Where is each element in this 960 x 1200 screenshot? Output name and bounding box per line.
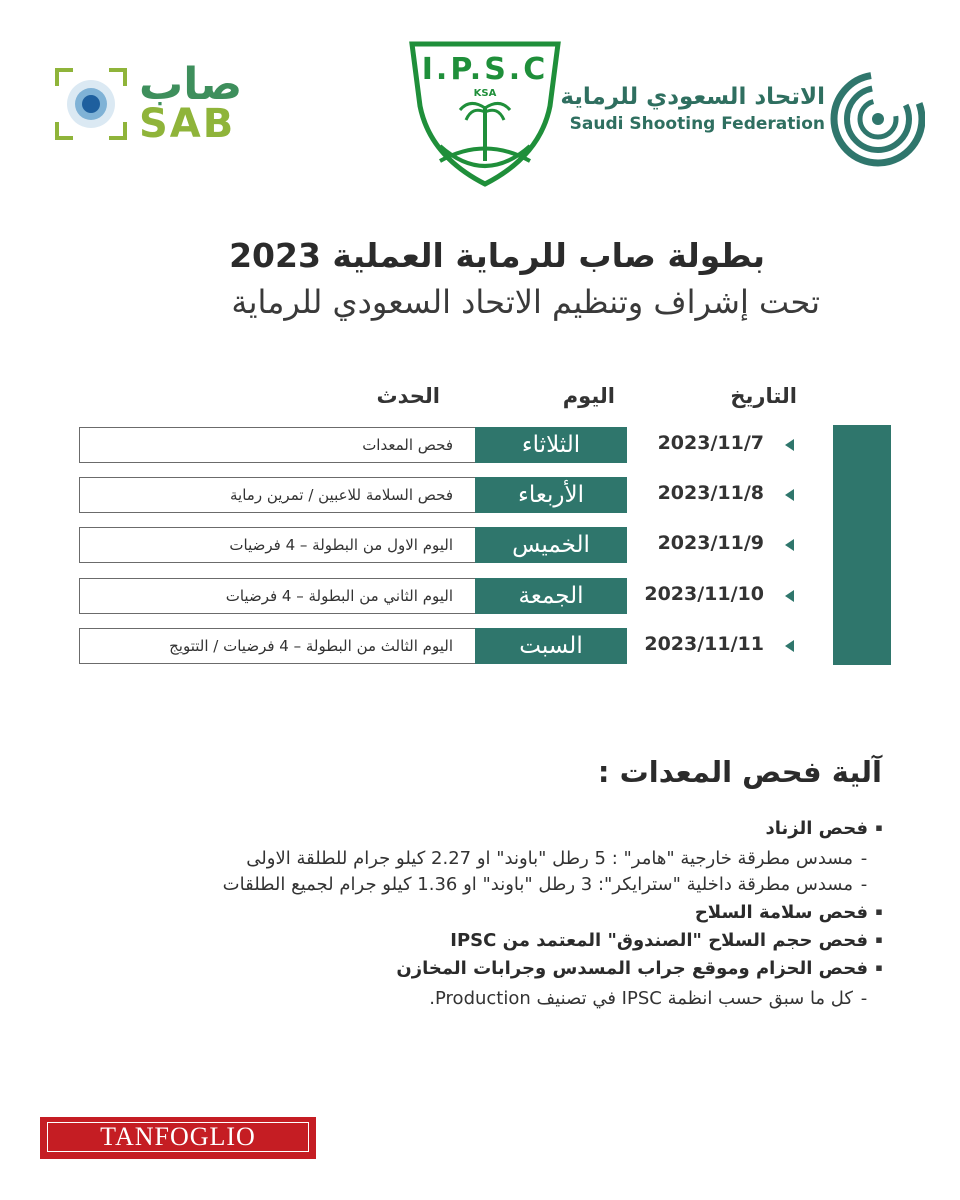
column-header-day: اليوم <box>562 384 615 408</box>
schedule-row <box>0 477 960 517</box>
dash-bullet-icon: - <box>860 848 868 869</box>
ipsc-ksa-label: KSA <box>473 88 497 99</box>
equipment-item-text: مسدس مطرقة داخلية "سترايكر": 3 رطل "باوند" او 1.36 كيلو جرام لجميع الطلقات <box>222 874 853 895</box>
arrow-left-icon <box>785 439 794 451</box>
equipment-item-text: فحص الزناد <box>765 818 868 839</box>
square-bullet-icon: ▪ <box>875 933 883 946</box>
equipment-item-text: كل ما سبق حسب انظمة IPSC في تصنيف Production. <box>429 988 853 1009</box>
schedule-row <box>0 527 960 567</box>
event-text: اليوم الاول من البطولة – 4 فرضيات <box>229 536 453 554</box>
arrow-left-icon <box>785 590 794 602</box>
date-text: 2023/11/7 <box>657 432 764 454</box>
event-text: اليوم الثاني من البطولة – 4 فرضيات <box>225 587 453 605</box>
day-cell: السبت <box>475 628 627 664</box>
schedule-row <box>0 427 960 467</box>
dash-bullet-icon: - <box>860 988 868 1009</box>
column-header-event: الحدث <box>376 384 440 408</box>
equipment-item-text: فحص الحزام وموقع جراب المسدس وجرابات المخازن <box>396 958 868 979</box>
arrow-left-icon <box>785 489 794 501</box>
ssf-target-icon <box>830 62 925 177</box>
day-cell: الأربعاء <box>475 477 627 513</box>
event-cell <box>79 578 475 614</box>
square-bullet-icon: ▪ <box>875 821 883 834</box>
equipment-item-text: فحص سلامة السلاح <box>694 902 868 923</box>
ipsc-ksa-logo <box>400 36 570 191</box>
event-text: فحص السلامة للاعبين / تمرين رماية <box>230 486 453 504</box>
schedule-row <box>0 628 960 668</box>
equipment-item-text: مسدس مطرقة خارجية "هامر" : 5 رطل "باوند" او 2.27 كيلو جرام للطلقة الاولى <box>246 848 853 869</box>
equipment-item-text: فحص حجم السلاح "الصندوق" المعتمد من IPSC <box>450 930 868 951</box>
sab-camera-icon <box>55 68 127 140</box>
date-text: 2023/11/11 <box>644 633 764 655</box>
sab-arabic-wordmark: صاب <box>139 59 243 110</box>
day-cell: الثلاثاء <box>475 427 627 463</box>
date-text: 2023/11/10 <box>644 583 764 605</box>
ssf-logo <box>560 62 925 177</box>
square-bullet-icon: ▪ <box>875 905 883 918</box>
tanfoglio-logo <box>40 1117 316 1159</box>
equipment-sub-item <box>223 874 875 895</box>
event-text: فحص المعدات <box>362 436 453 454</box>
day-cell: الجمعة <box>475 578 627 614</box>
equipment-bullet <box>695 902 890 923</box>
square-bullet-icon: ▪ <box>875 961 883 974</box>
event-cell <box>79 628 475 664</box>
event-cell <box>79 477 475 513</box>
equipment-bullet <box>396 958 890 979</box>
sab-latin-wordmark: SAB <box>139 101 236 147</box>
equipment-check-heading: آلية فحص المعدات : <box>597 755 882 789</box>
column-header-date: التاريخ <box>730 384 797 408</box>
arrow-left-icon <box>785 640 794 652</box>
day-cell: الخميس <box>475 527 627 563</box>
equipment-sub-item <box>429 988 875 1009</box>
date-text: 2023/11/9 <box>657 532 764 554</box>
ssf-latin-name: Saudi Shooting Federation <box>569 114 825 134</box>
page-subtitle: تحت إشراف وتنظيم الاتحاد السعودي للرماية <box>231 283 820 321</box>
equipment-bullet <box>450 930 890 951</box>
event-cell <box>79 427 475 463</box>
ssf-arabic-name: الاتحاد السعودي للرماية <box>560 84 825 110</box>
dash-bullet-icon: - <box>860 874 868 895</box>
page-title: بطولة صاب للرماية العملية 2023 <box>229 236 765 275</box>
event-cell <box>79 527 475 563</box>
schedule-row <box>0 578 960 618</box>
date-text: 2023/11/8 <box>657 482 764 504</box>
sab-logo <box>55 59 270 147</box>
ipsc-wordmark: I.P.S.C <box>421 52 549 87</box>
equipment-bullet <box>766 818 890 839</box>
event-text: اليوم الثالث من البطولة – 4 فرضيات / التتويج <box>169 637 453 655</box>
equipment-sub-item <box>246 848 875 869</box>
arrow-left-icon <box>785 539 794 551</box>
tanfoglio-wordmark: TANFOGLIO <box>47 1122 309 1152</box>
